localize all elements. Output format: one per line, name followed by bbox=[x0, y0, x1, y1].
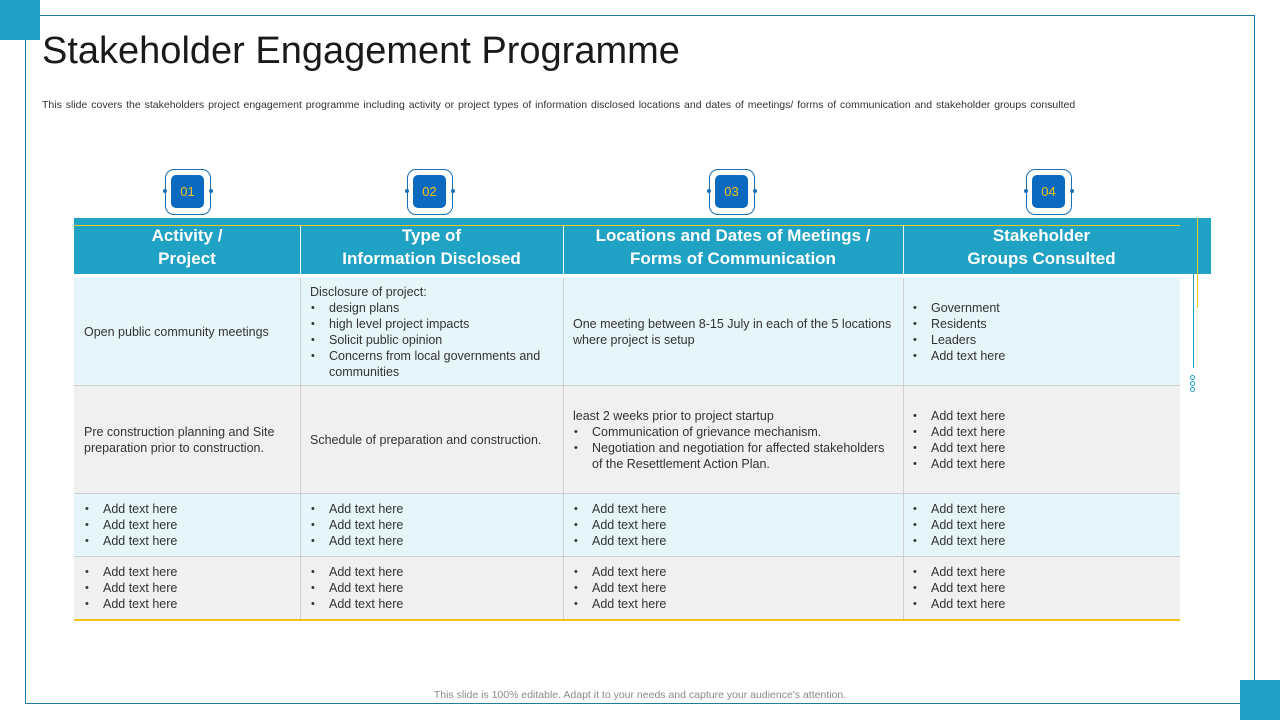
list-item: • Add text here bbox=[573, 596, 895, 612]
list-item: • Add text here bbox=[912, 517, 1172, 533]
list-item: • Add text here bbox=[912, 348, 1172, 364]
list-item: • Concerns from local governments and communities bbox=[310, 348, 558, 380]
table-bottom-accent bbox=[74, 619, 1180, 621]
list-item: • Add text here bbox=[912, 580, 1172, 596]
column-header-stakeholders: Stakeholder Groups Consulted bbox=[967, 226, 1116, 268]
list-item: • Add text here bbox=[84, 533, 294, 549]
step-number: 03 bbox=[715, 175, 748, 208]
list-item: • Add text here bbox=[310, 564, 558, 580]
list-item: • Add text here bbox=[84, 580, 294, 596]
list-item: • Communication of grievance mechanism. bbox=[573, 424, 895, 440]
step-badge-01 bbox=[165, 169, 211, 215]
list-item: • Government bbox=[912, 300, 1172, 316]
decorative-ring bbox=[1190, 375, 1195, 380]
column-header-information: Type of Information Disclosed bbox=[342, 226, 521, 268]
list-item: • Add text here bbox=[84, 517, 294, 533]
table-cell bbox=[573, 494, 895, 556]
list-item: • Add text here bbox=[310, 533, 558, 549]
step-badge-03 bbox=[709, 169, 755, 215]
table-cell bbox=[310, 494, 558, 556]
step-badge-04 bbox=[1026, 169, 1072, 215]
step-number: 01 bbox=[171, 175, 204, 208]
list-item: • Add text here bbox=[310, 517, 558, 533]
list-item: • Add text here bbox=[912, 533, 1172, 549]
table-cell bbox=[84, 494, 294, 556]
list-item: • Solicit public opinion bbox=[310, 332, 558, 348]
table-cell: Pre construction planning and Site preparation prior to construction. bbox=[84, 424, 275, 455]
table-cell: One meeting between 8-15 July in each of the 5 locations where project is setup bbox=[573, 316, 892, 347]
table-cell bbox=[912, 557, 1172, 619]
table-cell bbox=[310, 557, 558, 619]
list-item: • Add text here bbox=[573, 533, 895, 549]
list-item: • design plans bbox=[310, 300, 558, 316]
decorative-ring bbox=[1190, 387, 1195, 392]
list-item: • Add text here bbox=[912, 408, 1172, 424]
table-cell bbox=[912, 278, 1172, 385]
list-item: • Add text here bbox=[912, 440, 1172, 456]
table-cell bbox=[84, 557, 294, 619]
table-cell: Open public community meetings bbox=[84, 324, 269, 339]
footer-note: This slide is 100% editable. Adapt it to your needs and capture your audience's attention. bbox=[433, 689, 847, 701]
list-item: • Add text here bbox=[84, 501, 294, 517]
list-item: • Negotiation and negotiation for affected stakeholders of the Resettlement Action Plan. bbox=[573, 440, 895, 472]
list-item: • Add text here bbox=[912, 456, 1172, 472]
step-badge-02 bbox=[407, 169, 453, 215]
column-header-activity: Activity / Project bbox=[151, 226, 223, 268]
list-item: • Add text here bbox=[573, 564, 895, 580]
list-item: • Add text here bbox=[912, 501, 1172, 517]
list-item: • Add text here bbox=[310, 501, 558, 517]
table-cell: Schedule of preparation and construction. bbox=[310, 432, 542, 447]
step-number: 02 bbox=[413, 175, 446, 208]
list-item: • Add text here bbox=[912, 424, 1172, 440]
page-subtitle: This slide covers the stakeholders project engagement programme including activity or project types of information disclosed locations and dates of meetings/ forms of communication and stakeholder groups consulted bbox=[42, 99, 1076, 111]
list-item: • Add text here bbox=[573, 501, 895, 517]
list-item: • Add text here bbox=[310, 580, 558, 596]
list-item: • Add text here bbox=[573, 517, 895, 533]
step-number: 04 bbox=[1032, 175, 1065, 208]
list-item: • Add text here bbox=[912, 596, 1172, 612]
list-item: • high level project impacts bbox=[310, 316, 558, 332]
list-item: • Add text here bbox=[84, 564, 294, 580]
table-cell: least 2 weeks prior to project startup • Communication of grievance mechanism. • Negotiation and negotiation for affected stakeholders of the Resettlement Action Plan. bbox=[573, 386, 895, 493]
list-item: • Add text here bbox=[573, 580, 895, 596]
list-item: • Leaders bbox=[912, 332, 1172, 348]
list-item: • Add text here bbox=[310, 596, 558, 612]
table-cell: Disclosure of project: • design plans • high level project impacts • Solicit public opinion • Concerns from local governments and communities bbox=[310, 278, 558, 385]
table-cell bbox=[912, 386, 1172, 493]
decorative-line bbox=[1197, 218, 1198, 308]
corner-accent-top-left bbox=[0, 0, 40, 40]
list-item: • Add text here bbox=[912, 564, 1172, 580]
table-cell bbox=[912, 494, 1172, 556]
column-header-locations: Locations and Dates of Meetings / Forms of Communication bbox=[595, 226, 871, 268]
page-title: Stakeholder Engagement Programme bbox=[42, 30, 680, 72]
table-cell bbox=[573, 557, 895, 619]
decorative-line bbox=[1193, 218, 1194, 368]
decorative-ring bbox=[1190, 381, 1195, 386]
list-item: • Residents bbox=[912, 316, 1172, 332]
list-item: • Add text here bbox=[84, 596, 294, 612]
